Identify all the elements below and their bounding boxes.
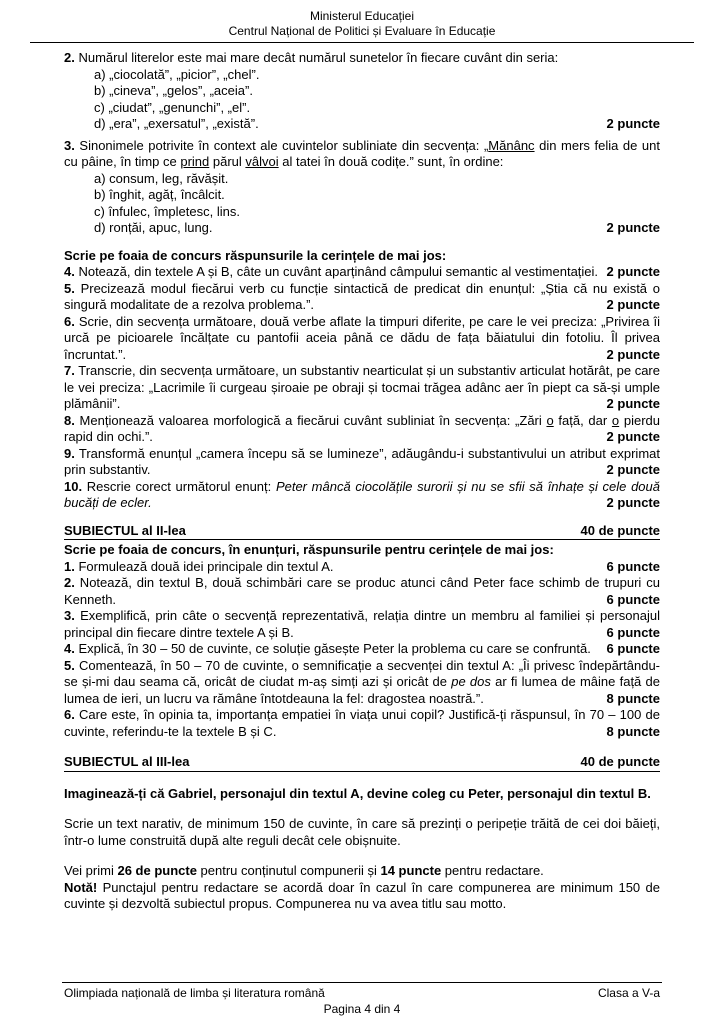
section-points: 40 de puncte — [580, 522, 660, 538]
text-segment: 6. — [64, 707, 75, 722]
text-segment: Imaginează-ți că Gabriel, personajul din textul A, devine coleg cu Peter, personajul din textul B. — [64, 785, 651, 801]
text-segment: Scrie, din secvența următoare, două verbe aflate la timpuri diferite, pe care le vei preciza: „Privirea îi urcă pe picioarele încălțate cu pantofii aceia până ce dădu de fața băiatului din fotoliu. Îl privea încruntat.”. — [64, 313, 660, 362]
question-paragraph — [64, 707, 660, 740]
points-label: 2 puncte — [606, 297, 660, 312]
text-segment: Notează, din textele A și B, câte un cuvânt aparținând câmpului semantic al vestimentației. — [74, 264, 599, 279]
instruction-heading — [64, 786, 660, 803]
question-paragraph — [64, 608, 660, 641]
ministry-title: Ministerul Educației — [309, 9, 415, 23]
question-paragraph — [64, 50, 660, 67]
text-segment: 5. — [64, 657, 75, 673]
section-heading — [64, 754, 660, 772]
instruction-heading — [64, 248, 660, 265]
text-segment: Peter mâncă ciocolățile surorii și nu se sfii să înhațe și cele două bucăți de ecler. — [64, 478, 660, 510]
text-segment: Notează, din textul B, două schimbări care se produc atunci când Peter face schimb de trupuri cu Kenneth. — [64, 575, 660, 607]
question-paragraph — [64, 264, 660, 281]
answer-option — [64, 204, 660, 221]
document-footer — [64, 982, 660, 1017]
document-body — [64, 50, 660, 913]
question-paragraph — [64, 314, 660, 364]
question-paragraph — [64, 446, 660, 479]
text-segment: Punctajul pentru redactare se acordă doar în cazul în care compunerea are minimum 150 de cuvinte și dezvoltă subiectul propus. Compunerea nu va avea titlu sau motto. — [64, 879, 660, 911]
body-paragraph — [64, 863, 660, 880]
answer-option — [64, 100, 660, 117]
answer-option — [64, 187, 660, 204]
text-segment: b) înghit, agăț, încâlcit. — [94, 187, 225, 202]
text-segment: 3. — [64, 137, 75, 153]
points-label: 6 puncte — [606, 558, 660, 574]
answer-option — [64, 220, 660, 237]
text-segment: Exemplifică, prin câte o secvență reprezentativă, relația dintre un membru al familiei și personajul principal din fiecare dintre textele A și B. — [64, 608, 660, 640]
text-segment: 4. — [64, 641, 75, 656]
text-segment: Mănânc — [488, 137, 535, 153]
text-segment: pierdu rapid din ochi.”. — [64, 412, 661, 444]
text-segment: pe dos — [451, 674, 491, 689]
question-paragraph — [64, 281, 660, 314]
question-paragraph — [64, 575, 660, 608]
text-segment: 26 de puncte — [117, 863, 197, 878]
text-segment: Menționează valoarea morfologică a fiecărui cuvânt subliniat în secvența: „Zări — [74, 412, 547, 428]
instruction-heading — [64, 542, 660, 559]
text-segment: Explică, în 30 – 50 de cuvinte, ce soluție găsește Peter la problema cu care se confruntă. — [74, 641, 591, 656]
text-segment: d) ronțăi, apuc, lung. — [94, 220, 213, 235]
footer-class-label: Clasa a V-a — [597, 986, 660, 1000]
document-header — [64, 9, 660, 39]
points-label: 2 puncte — [606, 429, 660, 444]
text-segment: 4. — [64, 264, 75, 279]
text-segment: d) „era”, „exersatul”, „există”. — [94, 116, 259, 131]
points-label: 2 puncte — [606, 346, 660, 362]
text-segment: Scrie un text narativ, de minimum 150 de cuvinte, în care să prezinți o peripeție trăită de cei doi băieți, într-o lume construită după alte reguli decât cele obișnuite. — [64, 816, 660, 848]
text-segment: Formulează două idei principale din textul A. — [74, 558, 334, 574]
section-heading — [64, 523, 660, 541]
text-segment: b) „cineva”, „gelos”, „aceia”. — [94, 83, 253, 98]
points-label: 8 puncte — [606, 723, 660, 739]
question-paragraph — [64, 641, 660, 658]
text-segment: Vei primi — [64, 863, 118, 878]
points-label: 6 puncte — [606, 624, 660, 640]
text-segment: Scrie pe foaia de concurs, în enunțuri, răspunsurile pentru cerințele de mai jos: — [64, 542, 554, 557]
text-segment: 1. — [64, 558, 75, 574]
points-label: 2 puncte — [606, 116, 660, 131]
body-paragraph — [64, 880, 660, 913]
text-segment: pentru conținutul compunerii și — [196, 863, 381, 878]
text-segment: 2. — [64, 575, 75, 590]
text-segment: 10. — [64, 478, 83, 494]
question-paragraph — [64, 559, 660, 576]
text-segment: prind — [180, 154, 210, 169]
answer-option — [64, 83, 660, 100]
section-title: SUBIECTUL al II-lea — [64, 522, 186, 538]
section-title: SUBIECTUL al III-lea — [64, 754, 190, 769]
text-segment: față, dar — [553, 412, 612, 428]
text-segment: Precizează modul fiecărui verb cu funcție sintactică de predicat din enunțul: „Știa că nu există o singură modalitate de a rezolva problema.”. — [64, 280, 660, 312]
center-title: Centrul Național de Politici și Evaluare în Educație — [228, 24, 496, 38]
answer-option — [64, 116, 660, 133]
text-segment: 14 puncte — [380, 863, 442, 878]
header-divider — [30, 42, 694, 43]
footer-row — [64, 986, 660, 1001]
answer-option — [64, 171, 660, 188]
points-label: 8 puncte — [606, 690, 660, 706]
text-segment: Notă! — [64, 879, 98, 895]
points-label: 6 puncte — [606, 641, 660, 656]
points-label: 2 puncte — [606, 264, 660, 279]
text-segment: vâlvoi — [245, 154, 279, 169]
question-paragraph — [64, 479, 660, 512]
section-points: 40 de puncte — [580, 754, 660, 769]
text-segment: pentru redactare. — [441, 863, 544, 878]
text-segment: o — [611, 412, 620, 428]
text-segment: Care este, în opinia ta, importanța empatiei în viața unui copil? Justifică-ți răspunsul, în 70 – 100 de cuvinte, referindu-te la textele B și C. — [64, 707, 660, 739]
text-segment: Sinonimele potrivite în context ale cuvintelor subliniate din secvența: „ — [74, 137, 489, 153]
text-segment: Transcrie, din secvența următoare, un substantiv nearticulat și un substantiv articulat hotărât, pe care le vei preciza: „Lacrimile îi curgeau șiroaie pe obraji și tocmai trăgea adânc aer în piept ca să-și umple plămânii”. — [64, 363, 660, 411]
body-paragraph — [64, 816, 660, 849]
answer-option — [64, 67, 660, 84]
options-list — [64, 67, 660, 133]
text-segment: Scrie pe foaia de concurs răspunsurile la cerințele de mai jos: — [64, 247, 447, 263]
points-label: 2 puncte — [606, 220, 660, 235]
text-segment: Comentează, în 50 – 70 de cuvinte, o semnificație a secvenței din textul A: „Îi privesc îndepărtându-se și-mi dau seama că, oricât de ciudat m-aș simți azi și oricât de — [64, 657, 660, 689]
text-segment: 3. — [64, 608, 75, 623]
points-label: 2 puncte — [606, 462, 660, 477]
text-segment: 2. — [64, 50, 75, 65]
text-segment: c) „ciudat”, „genunchi”, „el”. — [94, 99, 251, 115]
question-paragraph — [64, 413, 660, 446]
footer-divider — [62, 982, 662, 983]
text-segment: a) „ciocolată”, „picior”, „chel”. — [94, 66, 260, 82]
footer-page-number: Pagina 4 din 4 — [323, 1002, 401, 1016]
text-segment: Rescrie corect următorul enunț: — [82, 478, 276, 494]
question-paragraph — [64, 138, 660, 171]
text-segment: al tatei în două codițe.” sunt, în ordine: — [278, 154, 504, 169]
text-segment: a) consum, leg, răvășit. — [94, 170, 229, 186]
text-segment: 6. — [64, 313, 75, 329]
footer-olympiad-name: Olimpiada națională de limba și literatura română — [64, 986, 325, 1000]
text-segment: părul — [209, 154, 246, 169]
text-segment: 9. — [64, 445, 75, 461]
text-segment: o — [546, 412, 554, 428]
options-list — [64, 171, 660, 237]
text-segment: Numărul literelor este mai mare decât numărul sunetelor în fiecare cuvânt din seria: — [74, 50, 559, 65]
text-segment: 7. — [64, 363, 75, 378]
text-segment: din mers felia de unt cu pâine, în timp ce — [64, 137, 660, 169]
text-segment: 5. — [64, 280, 75, 296]
text-segment: ar fi lumea de mâine față de lumea de ieri, un lucru va rămâne întotdeauna la fel: dragostea noastră.”. — [64, 674, 660, 706]
points-label: 6 puncte — [606, 591, 660, 607]
text-segment: Transformă enunțul „camera începu să se lumineze”, adăugându-i substantivului un atribut exprimat prin substantiv. — [64, 445, 660, 477]
text-segment: c) înfulec, împletesc, lins. — [94, 203, 240, 219]
question-paragraph — [64, 363, 660, 413]
question-paragraph — [64, 658, 660, 708]
points-label: 2 puncte — [606, 396, 660, 411]
points-label: 2 puncte — [606, 495, 660, 510]
text-segment: 8. — [64, 412, 75, 428]
